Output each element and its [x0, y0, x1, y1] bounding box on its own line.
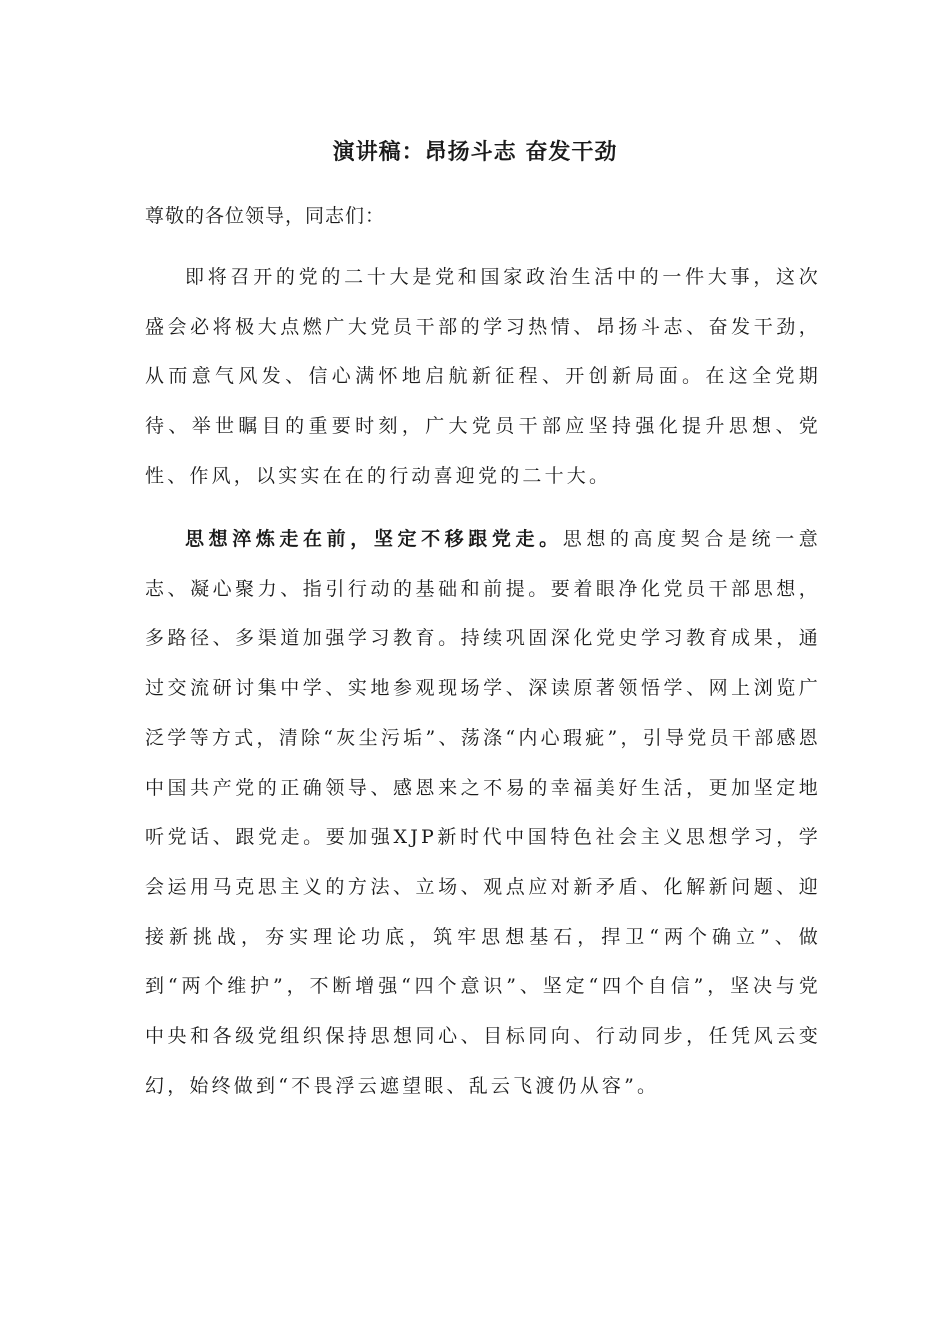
paragraph-intro: 即将召开的党的二十大是党和国家政治生活中的一件大事，这次盛会必将极大点燃广大党员干部的学习热情、昂扬斗志、奋发干劲，从而意气风发、信心满怀地启航新征程、开创新局面。在这全党期待、举世瞩目的重要时刻，广大党员干部应坚持强化提升思想、党性、作风，以实实在在的行动喜迎党的二十大。 — [145, 266, 821, 487]
paragraph-body-text: 思想的高度契合是统一意志、凝心聚力、指引行动的基础和前提。要着眼净化党员干部思想，多路径、多渠道加强学习教育。持续巩固深化党史学习教育成果，通过交流研讨集中学、实地参观现场学、深读原著领悟学、网上浏览广泛学等方式，清除“灰尘污垢”、荡涤“内心瑕疵”，引导党员干部感恩中国共产党的正确领导、感恩来之不易的幸福美好生活，更加坚定地听党话、跟党走。要加强XJP新时代中国特色社会主义思想学习，学会运用马克思主义的方法、立场、观点应对新矛盾、化解新问题、迎接新挑战，夯实理论功底，筑牢思想基石，捍卫“两个确立”、做到“两个维护”，不断增强“四个意识”、坚定“四个自信”，坚决与党中央和各级党组织保持思想同心、目标同向、行动同步，任凭风云变幻，始终做到“不畏浮云遮望眼、乱云飞渡仍从容”。 — [145, 528, 822, 1097]
greeting-line: 尊敬的各位领导，同志们： — [145, 205, 386, 227]
document-title: 演讲稿：昂扬斗志 奋发干劲 — [332, 139, 618, 165]
paragraph-thought — [145, 515, 821, 1111]
paragraph-lead-sentence: 思想淬炼走在前，坚定不移跟党走。 — [185, 528, 563, 550]
